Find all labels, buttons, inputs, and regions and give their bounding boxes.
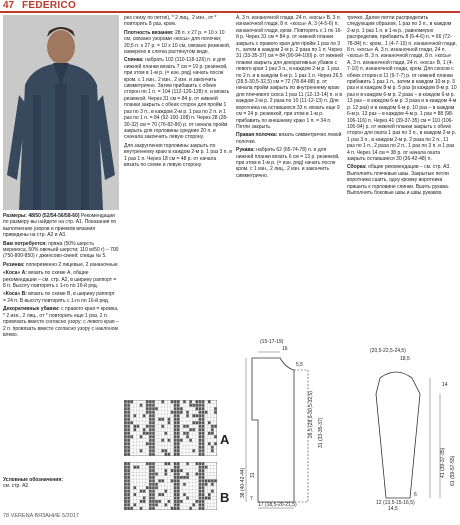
sleeves-label: Рукава: — [236, 147, 255, 154]
body-schematic-diagram-icon — [236, 338, 346, 512]
right-front-text: вязать симметрично левой полочке. — [236, 132, 342, 145]
kosa-b-text: вязать по схеме В, в ширину раппорт = 24 п. В высоту повторять с 1-го по 16-й ряд. — [3, 291, 115, 304]
back-label: Спинка: — [124, 57, 144, 64]
sizes-label: Размеры: — [3, 213, 27, 219]
col2-intro: рез снизу по петле), * 2 лиц., 2 изн., от * повторить 8 раз, кром. — [124, 15, 217, 28]
knitting-chart-b — [124, 462, 217, 510]
page-footer: 78 VERENA ВЯЗАНИЕ 5/2017 — [3, 513, 79, 519]
col4-intro: тричко. Далее петли распределить следующим образом, 1 раз по 3 п., в каждом 2-м р. 1 раз 1 п. в 1-м р., равномерно распределив, прибавить 8 (6-4-6) п. = 66 (72-78-84) п.: кром., 1 (4-7-10) п. изнаночной глади, 8 п. «косы» А, 3 п. изнаночной глади, 24 п. «косы» В, 3 п. изнаночной глади, 8 п. «косы» А, 3 п. изнаночной глади, 24 п. «коса» В, 1 (4-7-10) п. изнаночной глади, кром. Для скосов с обеих сторон в 11 (9-7-7) р. от нижней планки прибавить 1 раз 1 п., затем в каждом 10-м р. 5 раз и в каждом 8-м р. 5 раз (в каждом 8-м р. 10 раз и в каждом 6-м р. 2 раза – в каждом 6-м р. 13 раз – в каждом 6-м р. 3 раза и в каждом 4-м р. 12 раз) и в каждом 6-м р. 10 раз – в каждом 6-м р. 13 раз – в каждом 4-м р. 1 раз = 88 (98-106-116) п. Через 41 (39-37-35) см = 110 (106-100-94) р. от нижней планки закрыть с обеих сторон для оката 1 раз по 3 п., в каждом 2-м р. 1 раз 3 п., в каждом 2-м р. 2 раза по 2 п., 11 раз по 1 п., 2 раза по 2 п., 1 раз по 3 п. и 1 раз 4 п. Через 14 см = 38 р. от начала оката закрыть оставшиеся 30 (36-42-48) п. — [347, 15, 457, 162]
model-illustration-icon — [3, 15, 119, 210]
legend-text: см. стр. А2. — [3, 483, 30, 490]
column-4-text — [347, 15, 457, 333]
sizes-value: 48/50 (52/54-56/58-60) — [28, 213, 80, 219]
sleeve-height-dim: 61 (59-57-55) — [450, 455, 456, 486]
page-number: 47 — [3, 0, 15, 11]
neck-dim: 5,5 — [296, 362, 303, 368]
sleeves-text: набрать 62 (65-74-78) п. и для нижней планки вязать 6 см = 13 р. резинкой, при этом в 1-м р. (= изн. ряд) начать после кром. с 1 изн., 2 лиц., 2 изн. и закончить симметрично. — [236, 147, 340, 179]
body-width-dim: 17 (18,5-20-21,5) — [258, 502, 297, 508]
legend-label: Условные обозначения: — [3, 477, 63, 483]
hem-dim: 7 — [250, 496, 253, 502]
left-column-text — [3, 213, 119, 475]
page-header — [0, 0, 460, 13]
column-3-text — [236, 15, 343, 333]
chart-a-grid-icon — [124, 400, 217, 456]
body-height-dim: 38 (40-42-44) — [240, 467, 246, 498]
sleeve-width-dim: 12 (13,5-15-16,5) — [376, 500, 415, 506]
chart-b-label: B — [220, 490, 230, 505]
column-2-text — [124, 15, 232, 333]
materials-text: пряжа (50% шерсть мериноса, 50% овечьей шерсти; 110 м/50 г) – 700 (750-800-850) г джинсово-синей; спицы № 5. — [3, 240, 119, 260]
knitting-chart-a — [124, 400, 217, 456]
sleeve-top-dim: (20,5-22,5-24,5) — [370, 348, 406, 354]
waist-dim: 31 — [250, 472, 256, 478]
dec-text: с правого края = кромка, * 2 изн., 2 лиц., от * повторить еще 1 раз, 2 п. провязать вместе согласно узору; с левого края – 2 п. провязать вместе согласно узору с наклоном влево. — [3, 306, 119, 338]
body-top-dim: (15-17-19) — [260, 339, 284, 345]
sleeve-top-dim2: 18,5 — [400, 356, 410, 362]
legend-block — [3, 477, 63, 509]
elastic-label: Резинка: — [3, 261, 25, 268]
header-divider — [0, 11, 460, 13]
armhole-dim: 31 (33-35-37) — [318, 417, 324, 448]
elastic-text: попеременно 2 лицевые, 2 изнаночные. — [25, 261, 119, 268]
density-text: 28 п. x 27 р. = 10 x 10 см, связано узорами «косы» для полочки; 20,5 п. x 27 р. = 10 x 10 см, связано резинкой, измерено в слегка растянутом виде. — [124, 29, 231, 56]
chart-b-grid-icon — [124, 462, 217, 510]
pattern-title: FEDERICO — [22, 0, 77, 11]
assembly-label: Сборка: — [347, 164, 367, 171]
assembly-text: общие рекомендации – см. стр. А3. Выполнить плечевые швы. Закрытые петли воротника сшить, одну кромку воротника пришить к горловине спинки. Вшить рукава. Выполнить боковые швы и швы рукавов. — [347, 164, 451, 196]
sleeve-schematic — [350, 338, 457, 512]
kosa-a-text: вязать по схеме А, общие рекомендации – см. стр. А2, в ширину раппорт = 8 п. Высоту повторять с 1-го по 16-й ряд. — [3, 270, 117, 290]
body-schematic — [236, 338, 346, 512]
body-top-dim2: 16 — [282, 346, 288, 352]
sleeve-hem-dim: 6 — [414, 492, 417, 498]
chart-a-label: A — [220, 432, 230, 447]
density-label: Плотность вязания: — [124, 29, 174, 36]
sleeve-schematic-diagram-icon — [350, 338, 457, 512]
sleeve-width-dim2: 14,5 — [388, 506, 398, 512]
model-photo — [3, 15, 119, 210]
sleeve-mid-dim: 41 (39-37-35) — [440, 447, 446, 478]
col3-intro: А, 3 п. изнаночной глади, 24 п. «косы» В, 3 п. изнаночной глади, 8 п. «косы» А, 3 (4-5-6) п. изнаночной глади, кром. Повторять с 1 по 16-й р. Через 31 см = 84 р. от нижней планки закрыть с правого края для пройм 1 раз по 3 п., затем в каждом 2-м р. 2 раза по 1 п. Через 31 (33-35-37) см = 84 (90-94-100) р. от нижней планки закрыть для декоративных убавок с левого края 1 раз 3 п., в каждом 2-м р. 1 раз по 2 п. и в каждом 6-м р. 1 раз 1 п. Через 26,5 (28,5-30,5-32,5) см = 72 (78-84-88) р. от начала пройм закрыть по внутреннему краю для плечевого скоса 1 раз 11 (12-13-14) п. и в каждом 2-м р. 2 раза по 10 (11-12-13) п. Для воротника на оставшихся 33 п. вязать еще 9 см = 24 р. резинкой, при этом в 1-м р. прибавить по внешнему краю 1 п. = 34 п. Петли закрыть. — [236, 15, 343, 130]
neck-height-dim: 26,5 (28,5-30,5-32,5) — [308, 391, 314, 438]
sleeve-cap-dim: 14 — [442, 382, 448, 388]
right-front-label: Правая полочка: — [236, 132, 278, 139]
kosa-b-label: «Коса» В: — [3, 291, 27, 298]
kosa-a-label: «Коса» А: — [3, 270, 27, 277]
sizes-text: Рекомендации по размеру вы найдете на стр. А1. Показания по выполнению узоров и приемов вязания приведены на стр. А2 и А3. — [3, 213, 117, 239]
materials-label: Вам потребуется: — [3, 240, 47, 247]
back-text: набрать 102 (110-118-126) п. и для нижней планки вязать 7 см = 19 р. резинкой, при этом в 1-м р. (= изн. ряд) начать после кром. с 1 изн., 2 изн., 2 изн. и закончить симметрично. Затем прибавить с обеих сторон по 1 п. = 104 (112-120-128) п. и вязать резинкой. Через 31 см = 84 р. от нижней планки закрыть с обеих сторон для пройм 1 раз по 3 п., в каждом 2-м р. 1 раз по 2 п. и 1 раз по 1 п. = 84 (92-100-108) п. Через 28 (28-30-32) см = 70 (76-82-86) р. от начала пройм закрыть для горловины средние 20 п. и сначала закончить левую сторону. — [124, 57, 230, 141]
back-text-continued: Для закругления горловины закрыть по внутреннему краю в каждом 2-м р. 1 раз 3 п. и 1 раз 1 п. Через 18 см = 48 р. от начала вязать по схеме и левую сторону. — [124, 142, 232, 168]
dec-label: Декоративные убавки: — [3, 306, 60, 313]
